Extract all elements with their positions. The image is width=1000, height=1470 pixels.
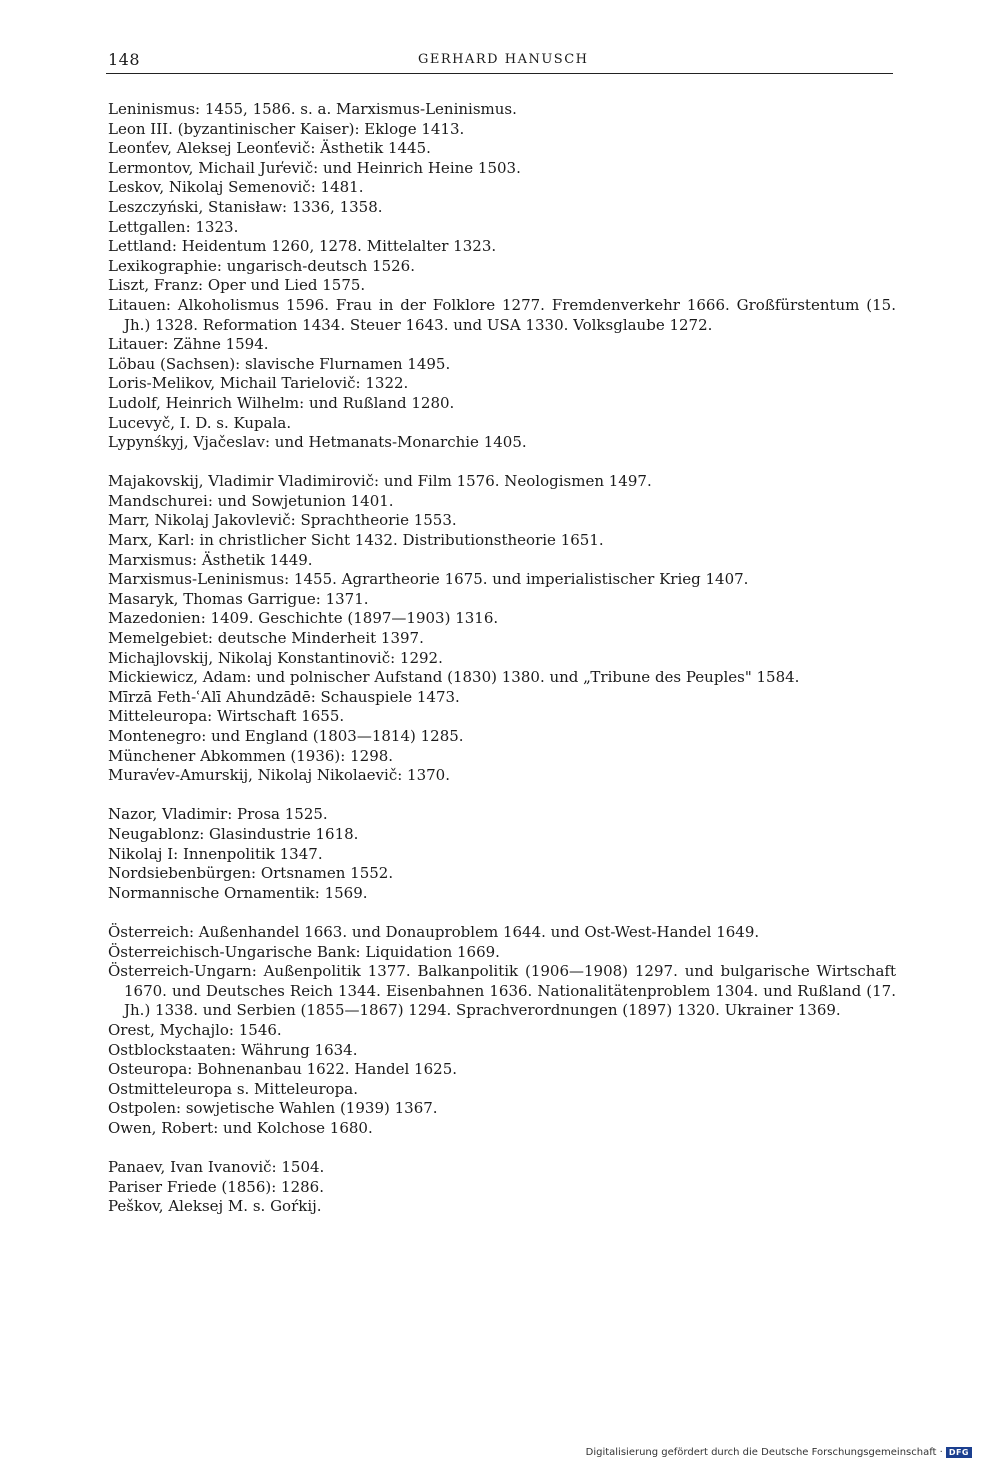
index-entry: Orest, Mychajlo: 1546.	[108, 1020, 282, 1039]
index-entry: Lettland: Heidentum 1260, 1278. Mittelalter 1323.	[108, 237, 497, 256]
index-entry: Leskov, Nikolaj Semenovič: 1481.	[108, 178, 364, 197]
index-entry: Münchener Abkommen (1936): 1298.	[108, 746, 394, 765]
index-entry: Lermontov, Michail Jur̕evič: und Heinrich Heine 1503.	[108, 158, 521, 177]
index-group	[108, 1158, 896, 1217]
index-entry: Leszczyński, Stanisław: 1336, 1358.	[108, 197, 383, 216]
index-entry: Montenegro: und England (1803—1814) 1285.	[108, 727, 464, 745]
index-entry: Marr, Nikolaj Jakovlevič: Sprachtheorie 1553.	[108, 511, 457, 530]
index-entry: Majakovskij, Vladimir Vladimirovič: und Film 1576. Neologismen 1497.	[108, 472, 652, 491]
index-entry: Österreich-Ungarn: Außenpolitik 1377. Balkanpolitik (1906—1908) 1297. und bulgarische Wirtschaft 1670. und Deutsches Reich 1344. Eisenbahnen 1636. Nationalitätenproblem 1304. und Rußland (17. Jh.) 1338. und Serbien (1855—1867) 1294. Sprachverordnungen (1897) 1320. Ukrainer 1369.	[108, 962, 896, 1020]
index-group	[108, 923, 896, 1139]
index-entry: Lypynśkyj, Vjačeslav: und Hetmanats-Monarchie 1405.	[108, 433, 527, 452]
index-group	[108, 472, 896, 786]
index-entry: Ludolf, Heinrich Wilhelm: und Rußland 1280.	[108, 393, 455, 412]
index-entry: Ostmitteleuropa s. Mitteleuropa.	[108, 1079, 358, 1098]
index-entry: Leonťev, Aleksej Leonťevič: Ästhetik 1445.	[108, 139, 431, 158]
index-entry: Loris-Melikov, Michail Tarielovič: 1322.	[108, 374, 409, 393]
index-entry: Mīrzā Feth-ʿAlī Ahundzādē: Schauspiele 1473.	[108, 687, 460, 706]
page-number: 148	[108, 50, 141, 69]
index-entry: Österreich: Außenhandel 1663. und Donauproblem 1644. und Ost-West-Handel 1649.	[108, 922, 760, 941]
index-entry: Murav̕ev-Amurskij, Nikolaj Nikolaevič: 1370.	[108, 766, 450, 785]
index-entry: Leninismus: 1455, 1586. s. a. Marxismus-Leninismus.	[108, 100, 517, 118]
index-entry: Nazor, Vladimir: Prosa 1525.	[108, 805, 328, 824]
index-entry: Lettgallen: 1323.	[108, 217, 239, 236]
index-entry: Litauen: Alkoholismus 1596. Frau in der Folklore 1277. Fremdenverkehr 1666. Großfürstentum (15. Jh.) 1328. Reformation 1434. Steuer 1643. und USA 1330. Volksglaube 1272.	[108, 295, 896, 334]
index-entry: Panaev, Ivan Ivanovič: 1504.	[108, 1158, 325, 1177]
index-entry: Nordsiebenbürgen: Ortsnamen 1552.	[108, 864, 394, 883]
index-entry: Normannische Ornamentik: 1569.	[108, 883, 368, 902]
index-entry: Peškov, Aleksej M. s. Goŕkij.	[108, 1197, 322, 1216]
index-entry: Owen, Robert: und Kolchose 1680.	[108, 1118, 373, 1137]
index-entry: Marxismus: Ästhetik 1449.	[108, 550, 313, 569]
index-entry: Marx, Karl: in christlicher Sicht 1432. Distributionstheorie 1651.	[108, 531, 604, 550]
index-entry: Mitteleuropa: Wirtschaft 1655.	[108, 707, 345, 726]
running-head: GERHARD HANUSCH	[418, 52, 589, 67]
index-entry: Masaryk, Thomas Garrigue: 1371.	[108, 589, 369, 608]
index-entry: Ostpolen: sowjetische Wahlen (1939) 1367.	[108, 1099, 438, 1118]
dfg-logo: DFG	[946, 1447, 972, 1458]
index-group	[108, 805, 896, 903]
index-entry: Mandschurei: und Sowjetunion 1401.	[108, 491, 394, 510]
index-entry: Leon III. (byzantinischer Kaiser): Ekloge 1413.	[108, 119, 465, 138]
index-entry: Löbau (Sachsen): slavische Flurnamen 1495.	[108, 354, 451, 373]
index-entry: Österreichisch-Ungarische Bank: Liquidation 1669.	[108, 942, 500, 961]
footer-text: Digitalisierung gefördert durch die Deutsche Forschungsgemeinschaft ·	[585, 1447, 943, 1458]
index-group	[108, 100, 896, 453]
index-entry: Neugablonz: Glasindustrie 1618.	[108, 824, 359, 843]
index-entry: Lucevyč, I. D. s. Kupala.	[108, 413, 292, 432]
index-entry: Liszt, Franz: Oper und Lied 1575.	[108, 276, 366, 295]
index-list	[108, 100, 896, 1236]
index-entry: Litauer: Zähne 1594.	[108, 335, 269, 354]
header-rule	[106, 73, 893, 74]
index-entry: Lexikographie: ungarisch-deutsch 1526.	[108, 256, 415, 275]
index-entry: Pariser Friede (1856): 1286.	[108, 1177, 324, 1196]
footer	[586, 1447, 972, 1458]
index-entry: Ostblockstaaten: Währung 1634.	[108, 1040, 358, 1059]
index-entry: Osteuropa: Bohnenanbau 1622. Handel 1625.	[108, 1060, 457, 1079]
index-entry: Memelgebiet: deutsche Minderheit 1397.	[108, 629, 424, 648]
index-entry: Nikolaj I: Innenpolitik 1347.	[108, 844, 323, 863]
index-entry: Mazedonien: 1409. Geschichte (1897—1903) 1316.	[108, 609, 499, 628]
index-entry: Marxismus-Leninismus: 1455. Agrartheorie 1675. und imperialistischer Krieg 1407.	[108, 570, 749, 589]
index-entry: Michajlovskij, Nikolaj Konstantinovič: 1292.	[108, 648, 443, 667]
index-entry: Mickiewicz, Adam: und polnischer Aufstand (1830) 1380. und „Tribune des Peuples" 1584.	[108, 668, 800, 687]
